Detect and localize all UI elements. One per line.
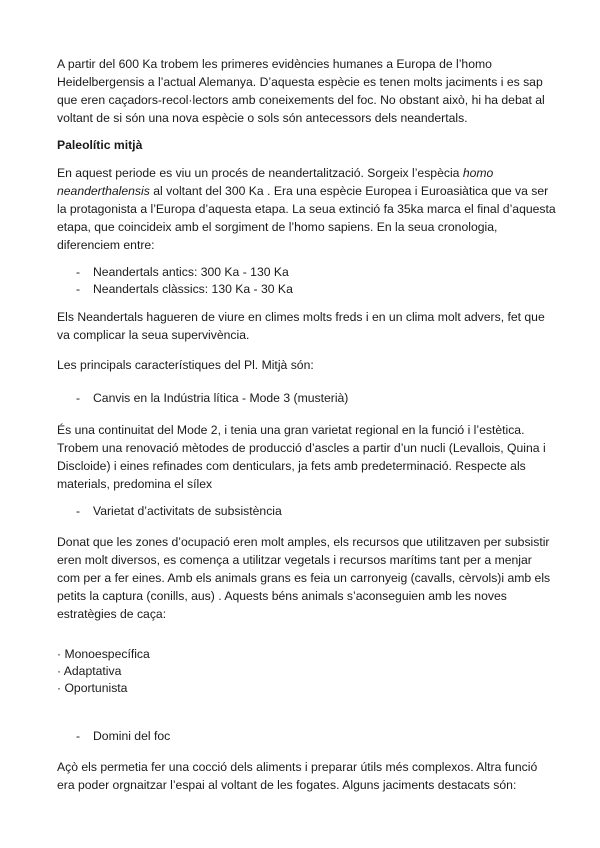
paragraph-domini-foc: Açò els permetia fer una cocció dels aliments i preparar útils més complexos. Altra funció era poder orgnaitzar l’espai al voltant de les fogates. Alguns jaciments destacats són: <box>57 760 538 792</box>
paragraph-neandertalitzacio <box>57 164 557 254</box>
dash-bullet: - <box>76 282 81 296</box>
para2-pre: En aquest periode es viu un procés de neandertalització. Sorgeix l’espècia <box>57 166 463 180</box>
paragraph-caracteristiques: Les principals característiques del Pl. Mitjà són: <box>57 358 314 372</box>
dash-bullet: - <box>76 504 81 518</box>
dash-bullet: - <box>76 391 81 405</box>
para2-italic: homo neanderthalensis <box>57 166 494 198</box>
list-item-text: Neandertals antics: 300 Ka - 130 Ka <box>93 265 289 279</box>
dash-bullet: - <box>76 729 81 743</box>
section-heading-paleolitic-mitja: Paleolític mitjà <box>57 138 143 152</box>
strategy-item: · Oportunista <box>57 681 128 695</box>
paragraph-homo-heidelbergensis: A partir del 600 Ka trobem les primeres evidències humanes a Europa de l’homo Heidelbergensis a l’actual Alemanya. D’aquesta espècie es tenen molts jaciments i es sap que eren caçadors-recol·lectors amb coneixements del foc. No obstant això, hi ha debat al voltant de si són una nova espècie o sols són antecessors dels neandertals. <box>57 57 545 125</box>
list-item-text: Neandertals clàssics: 130 Ka - 30 Ka <box>93 282 293 296</box>
strategy-item: · Monoespecífica <box>57 647 150 661</box>
para2-post: al voltant del 300 Ka . Era una espècie Europea i Euroasiàtica que va ser la protagonista a l’Europa d’aquesta etapa. La seua extinció fa 35ka marca el final d’aquesta etapa, que coincideix amb el sorgiment de l’homo sapiens. En la seua cronologia, diferenciem entre: <box>57 184 556 252</box>
paragraph-mode-3: És una continuitat del Mode 2, i tenia una gran varietat regional en la funció i l’estètica. Trobem una renovació mètodes de producció d’ascles a partir d’un nucli (Levallois, Quina i Discloide) i eines refinades com denticulars, ja fets amb predeterminació. Respecte als materials, predomina el sílex <box>57 423 546 491</box>
list-item-text: Domini del foc <box>93 729 171 743</box>
strategy-item: · Adaptativa <box>57 664 122 678</box>
paragraph-climes: Els Neandertals hagueren de viure en climes molts freds i en un clima molt advers, fet que va complicar la seua supervivència. <box>57 310 545 342</box>
paragraph-subsistencia: Donat que les zones d’ocupació eren molt amples, els recursos que utilitzaven per subsistir eren molt diversos, es comença a utilitzar vegetals i recursos marítims tant per a menjar com per a fer eines. Amb els animals grans es feia un carronyeig (cavalls, cèrvols)i amb els petits la captura (conills, aus) . Aquests béns animals s’aconseguien amb les noves estratègies de caça: <box>57 535 551 621</box>
list-item-text: Canvis en la Indústria lítica - Mode 3 (musterià) <box>93 391 349 405</box>
list-item-text: Varietat d’activitats de subsistència <box>93 504 282 518</box>
dash-bullet: - <box>76 265 81 279</box>
